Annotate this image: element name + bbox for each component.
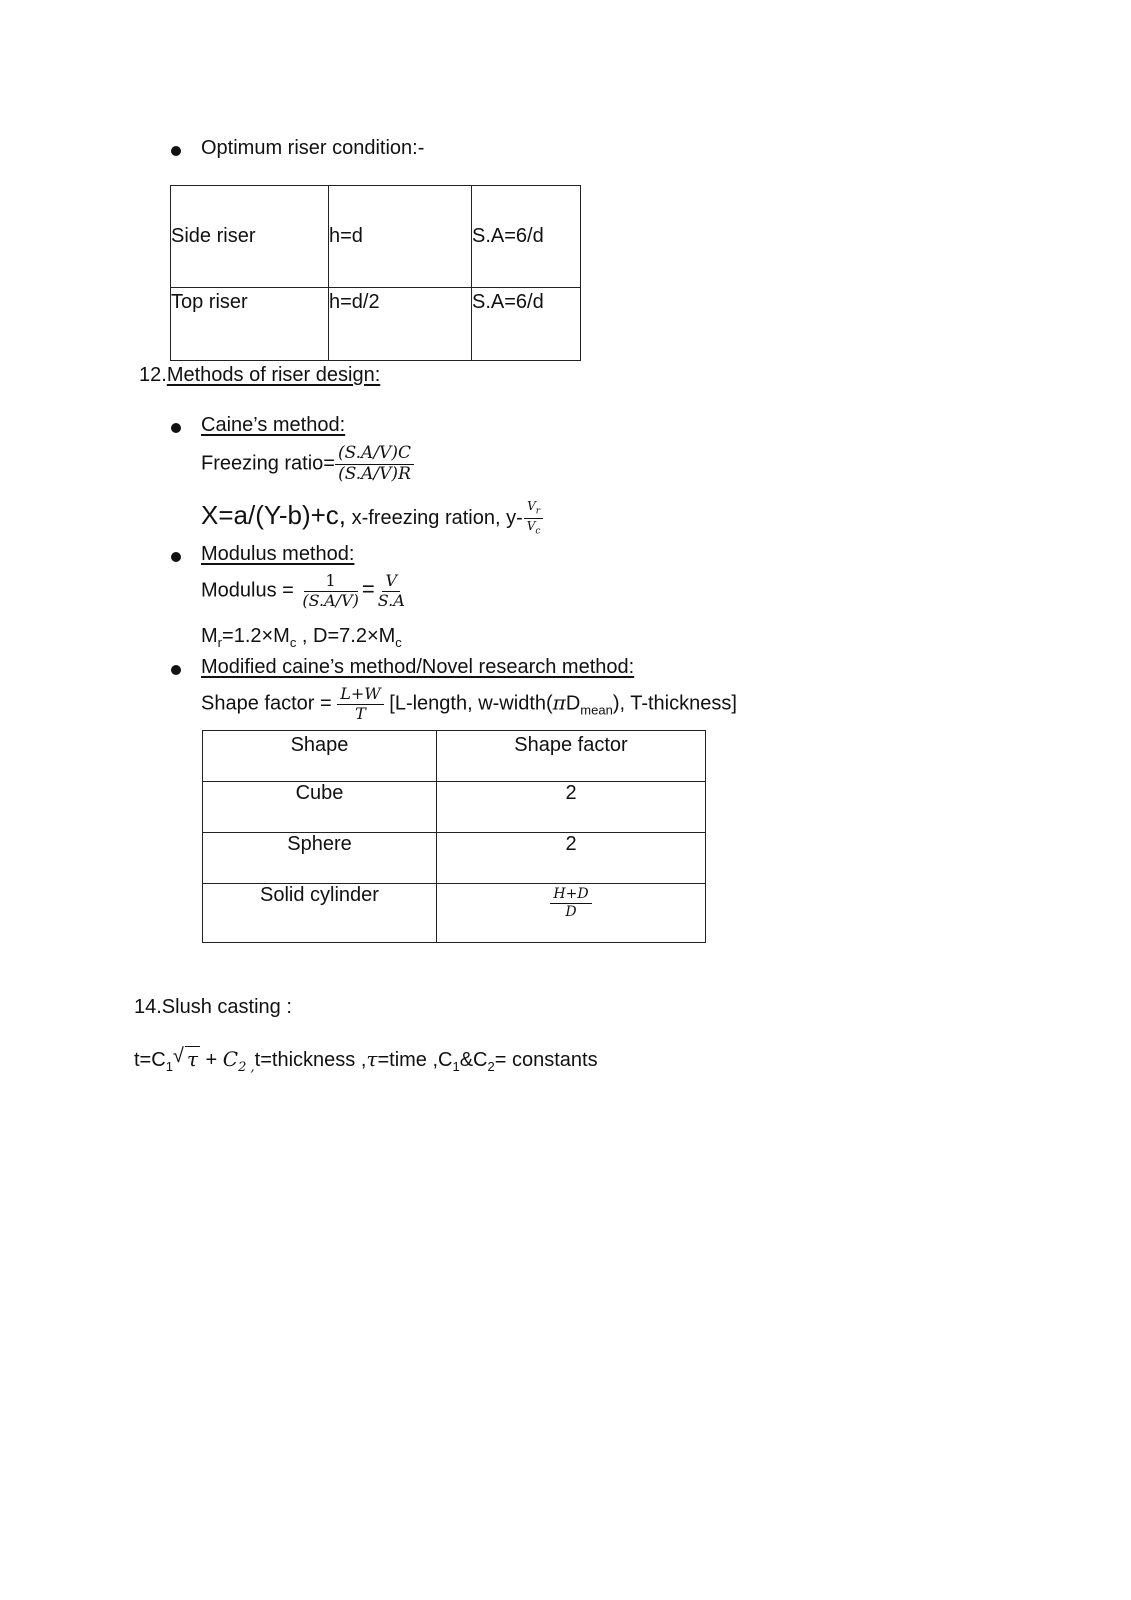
- modulus-fraction-1: $\frac{1}{(S.A/V)}$: [302, 571, 359, 610]
- equals-sign: =: [361, 576, 375, 602]
- slush-casting-heading: 14.Slush casting :: [134, 996, 292, 1018]
- bullet: [171, 146, 181, 156]
- table-cell: 2: [437, 833, 706, 884]
- modulus-relation: $M_r=1.2\times M_c$ , $D=7.2\times M_c$: [201, 625, 402, 650]
- volume-ratio-fraction: $\frac{V_r}{V_c}$: [524, 500, 544, 537]
- shape-factor-equation: Shape factor = $\frac{L+W}{T}$ [L-length, $w-width(\pi D_{mean})$, T-thickness]: [201, 684, 737, 723]
- table-header-cell: Shape: [203, 731, 437, 782]
- shape-factor-label: Shape factor =: [201, 692, 332, 715]
- bullet: [171, 423, 181, 433]
- modified-method-title: Modified caine’s method/Novel research method:: [201, 656, 635, 678]
- square-root: √ τ: [172, 1045, 198, 1071]
- caine-description: x-freezing ration, y-: [346, 507, 523, 529]
- table-cell: Side riser: [171, 186, 329, 288]
- section-number: 12.: [139, 364, 167, 386]
- table-header-row: [203, 731, 706, 782]
- table-row: [171, 288, 581, 361]
- table-cell: h=d: [329, 186, 472, 288]
- table-header-cell: Shape factor: [437, 731, 706, 782]
- table-cell: [437, 884, 706, 943]
- freezing-ratio-equation: [201, 445, 414, 484]
- table-cell: 2: [437, 782, 706, 833]
- table-cell: S.A=6/d: [472, 186, 581, 288]
- optimum-heading: Optimum riser condition:-: [201, 137, 425, 159]
- shape-factor-table: [202, 730, 706, 943]
- caine-equation: [201, 500, 543, 537]
- section-12-heading: [139, 364, 380, 387]
- table-cell: S.A=6/d: [472, 288, 581, 361]
- table-row: [203, 833, 706, 884]
- modulus-equation: [201, 573, 408, 610]
- table-cell: Top riser: [171, 288, 329, 361]
- modulus-method-title: Modulus method:: [201, 543, 355, 565]
- modulus-fraction-2: $\frac{V}{S.A}$: [377, 571, 405, 610]
- freezing-fraction: $\frac{(S.A/V)C}{(S.A/V)R}$: [335, 445, 414, 484]
- caine-method-title: Caine’s method:: [201, 414, 346, 436]
- table-row: [171, 186, 581, 288]
- slush-casting-equation: $t=C_1$ √ $\tau + C_{2 ,}t=thickness$ ,τ=time $,C_1\&C_2=$ constants: [134, 1045, 598, 1075]
- table-cell: Sphere: [203, 833, 437, 884]
- section-title: Methods of riser design:: [166, 364, 381, 386]
- bullet: [171, 665, 181, 675]
- bullet: [171, 552, 181, 562]
- table-cell: h=d/2: [329, 288, 472, 361]
- freezing-label: Freezing ratio=: [201, 452, 335, 475]
- riser-condition-table: [170, 185, 581, 361]
- shape-factor-fraction: $\frac{L+W}{T}$: [337, 686, 383, 723]
- modulus-label: Modulus =: [201, 579, 294, 602]
- caine-main-equation: X=a/(Y-b)+c,: [201, 500, 347, 530]
- cylinder-factor-fraction: $\frac{H+D}{D}$: [550, 887, 591, 919]
- table-cell: Solid cylinder: [203, 884, 437, 943]
- table-cell: Cube: [203, 782, 437, 833]
- table-row: [203, 884, 706, 943]
- table-row: [203, 782, 706, 833]
